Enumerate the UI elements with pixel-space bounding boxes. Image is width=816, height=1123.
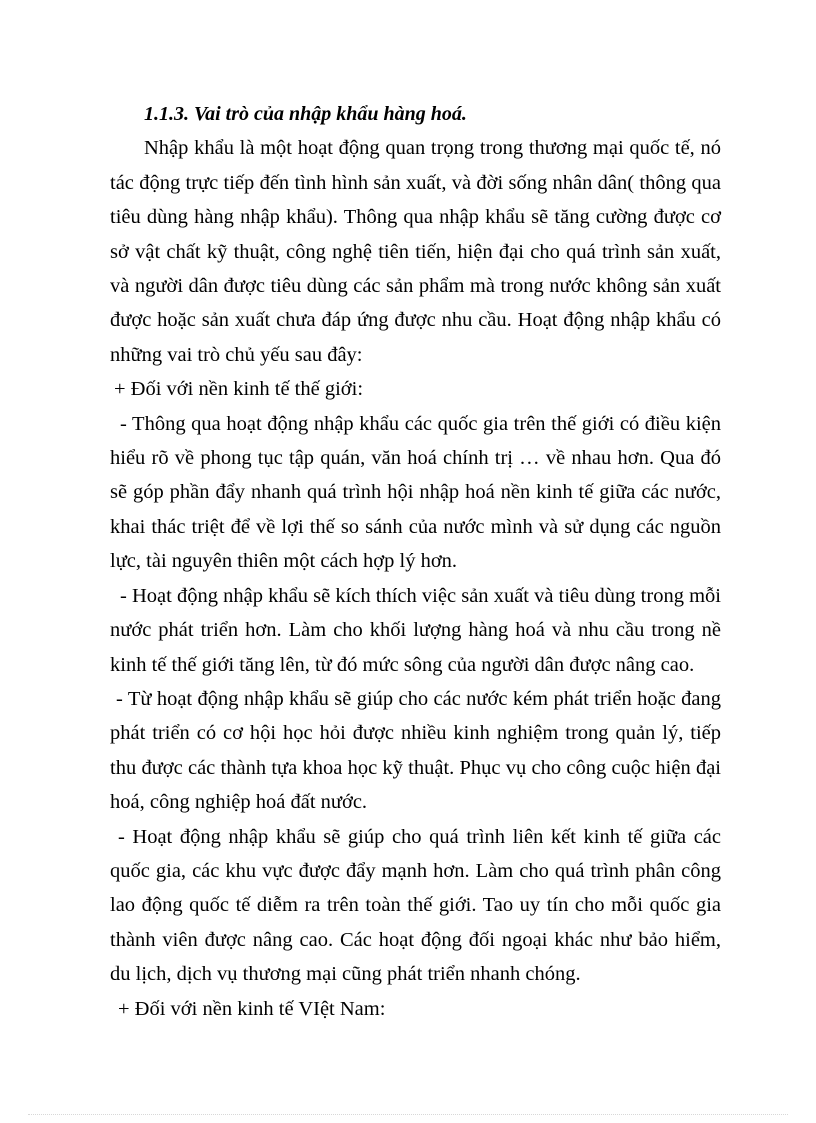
bullet-paragraph-4: - Hoạt động nhập khẩu sẽ giúp cho quá trình liên kết kinh tế giữa các quốc gia, các khu vực được đẩy mạnh hơn. Làm cho quá trình phân công lao động quốc tế diễm ra trên toàn thế giới. Tao uy tín cho mỗi quốc gia thành viên được nâng cao. Các hoạt động đối ngoại khác như bảo hiểm, du lịch, dịch vụ thương mại cũng phát triển nhanh chóng. <box>110 825 721 986</box>
bullet-paragraph-1: - Thông qua hoạt động nhập khẩu các quốc gia trên thế giới có điều kiện hiểu rõ về phong tục tập quán, văn hoá chính trị … về nhau hơn. Qua đó sẽ góp phần đẩy nhanh quá trình hội nhập hoá nền kinh tế giữa các nước, khai thác triệt để về lợi thế so sánh của nước mình và sử dụng các nguồn lực, tài nguyên thiên một cách hợp lý hơn. <box>110 412 721 573</box>
document-body <box>110 97 721 1026</box>
subheading-vietnam-economy: + Đối với nền kinh tế VIệt Nam: <box>118 997 386 1020</box>
subheading-world-economy: + Đối với nền kinh tế thế giới: <box>114 378 364 401</box>
section-heading: 1.1.3. Vai trò của nhập khẩu hàng hoá. <box>144 103 467 125</box>
bullet-paragraph-2: - Hoạt động nhập khẩu sẽ kích thích việc sản xuất và tiêu dùng trong mỗi nước phát triển hơn. Làm cho khối lượng hàng hoá và nhu cầu trong nề kinh tế thế giới tăng lên, từ đó mức sông của người dân được nâng cao. <box>110 584 721 676</box>
bullet-paragraph-3: - Từ hoạt động nhập khẩu sẽ giúp cho các nước kém phát triển hoặc đang phát triển có cơ hội học hỏi được nhiều kinh nghiệm trong quản lý, tiếp thu được các thành tựa khoa học kỹ thuật. Phục vụ cho công cuộc hiện đại hoá, công nghiệp hoá đất nước. <box>110 687 721 814</box>
intro-paragraph: Nhập khẩu là một hoạt động quan trọng trong thương mại quốc tế, nó tác động trực tiếp đến tình hình sản xuất, và đời sống nhân dân( thông qua tiêu dùng hàng nhập khẩu). Thông qua nhập khẩu sẽ tăng cường được cơ sở vật chất kỹ thuật, công nghệ tiên tiến, hiện đại cho quá trình sản xuất, và người dân được tiêu dùng các sản phẩm mà trong nước không sản xuất được hoặc sản xuất chưa đáp ứng được nhu cầu. Hoạt động nhập khẩu có những vai trò chủ yếu sau đây: <box>110 137 721 366</box>
page-bottom-divider <box>28 1114 788 1115</box>
